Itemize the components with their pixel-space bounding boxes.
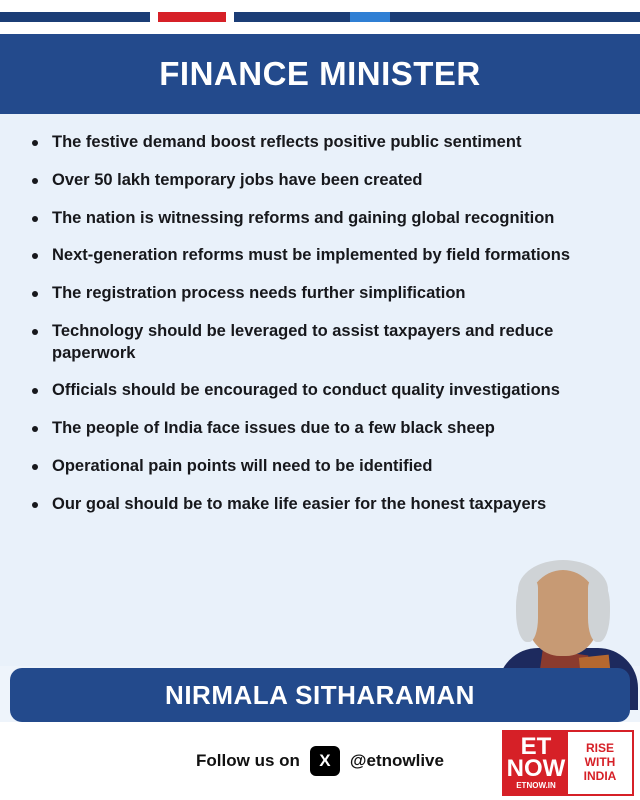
- topbar-segment-lightblue: [350, 12, 390, 22]
- list-item: Our goal should be to make life easier for the honest taxpayers: [26, 494, 586, 516]
- list-item: Officials should be encouraged to conduct quality investigations: [26, 380, 586, 402]
- list-item: The nation is witnessing reforms and gaining global recognition: [26, 208, 586, 230]
- list-item: The people of India face issues due to a few black sheep: [26, 418, 586, 440]
- x-twitter-icon[interactable]: X: [310, 746, 340, 776]
- topbar-segment-blue-mid: [234, 12, 350, 22]
- et-now-logo-mark: [504, 732, 568, 794]
- logo-now-text: NOW: [506, 755, 566, 783]
- portrait-hair-left: [516, 582, 538, 642]
- page-title: FINANCE MINISTER: [159, 55, 481, 92]
- list-item: Technology should be leveraged to assist taxpayers and reduce paperwork: [26, 321, 586, 365]
- follow-label: Follow us on: [196, 751, 300, 770]
- topbar-segment-gap-2: [226, 12, 234, 22]
- et-now-logo-tagline: [568, 732, 632, 794]
- list-item: Operational pain points will need to be identified: [26, 456, 586, 478]
- list-item: The registration process needs further simplification: [26, 283, 586, 305]
- list-item: Over 50 lakh temporary jobs have been created: [26, 170, 586, 192]
- speaker-name: NIRMALA SITHARAMAN: [165, 679, 475, 710]
- list-item: Next-generation reforms must be implemented by field formations: [26, 245, 586, 267]
- tagline-line-1: RISE: [585, 741, 614, 756]
- et-now-logo: [502, 730, 634, 796]
- social-handle[interactable]: @etnowlive: [349, 751, 444, 770]
- speaker-name-band: [10, 668, 630, 722]
- footer: [0, 722, 640, 800]
- logo-domain-text: ETNOW.IN: [516, 781, 556, 791]
- points-list: [26, 132, 614, 515]
- tagline-line-3: INDIA: [583, 768, 617, 783]
- topbar-segment-red: [158, 12, 226, 22]
- topbar-segment-blue-left: [0, 12, 150, 22]
- top-decorative-bar: [0, 0, 640, 34]
- logo-et-text: ET: [520, 733, 552, 761]
- tagline-line-2: WITH: [584, 755, 616, 770]
- list-item: The festive demand boost reflects positive public sentiment: [26, 132, 586, 154]
- portrait-hair-right: [588, 582, 610, 642]
- topbar-segment-blue-right: [390, 12, 640, 22]
- topbar-segment-gap: [150, 12, 158, 22]
- headline-band: [0, 34, 640, 114]
